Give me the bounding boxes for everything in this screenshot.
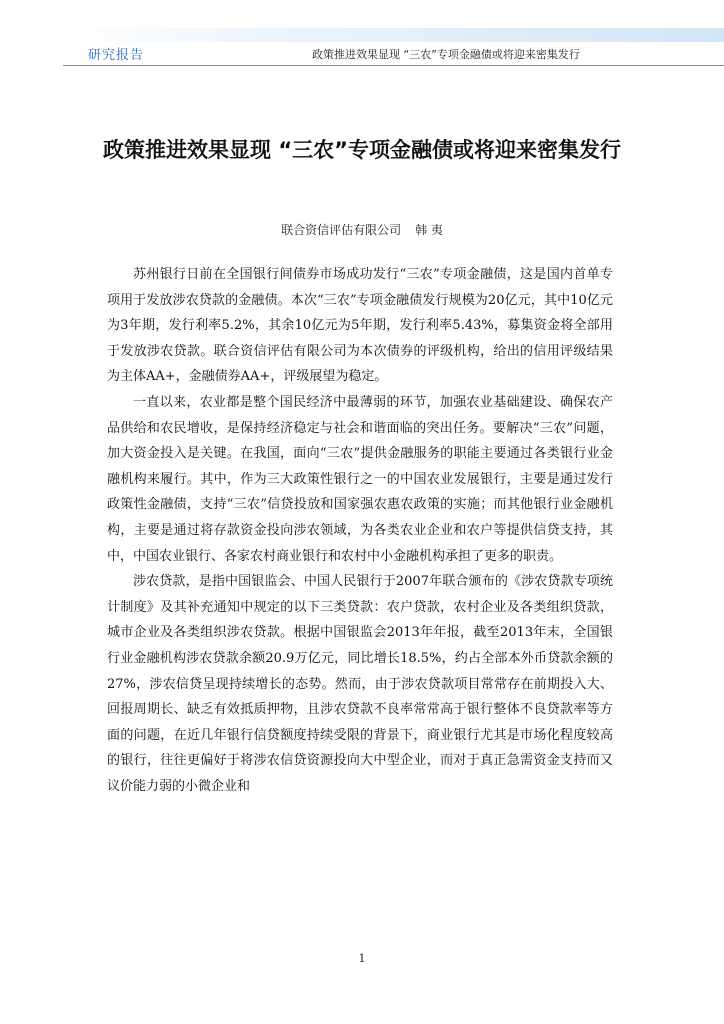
page-title: 政策推进效果显现 “三农”专项金融债或将迎来密集发行	[103, 138, 621, 162]
header-rule	[63, 65, 724, 66]
page-number: 1	[358, 952, 366, 965]
author-name: 韩 夷	[415, 223, 443, 237]
body-text	[107, 262, 613, 799]
author-line	[100, 221, 624, 238]
header-right-label: 政策推进效果显现 “三农”专项金融债或将迎来密集发行	[312, 48, 580, 61]
paragraph: 苏州银行日前在全国银行间债券市场成功发行“三农”专项金融债，这是国内首单专项用于发放涉农贷款的金融债。本次“三农”专项金融债发行规模为20亿元，其中10亿元为3年期，发行利率5.2%，其余10亿元为5年期，发行利率5.43%，募集资金将全部用于发放涉农贷款。联合资信评估有限公司为本次债券的评级机构，给出的信用评级结果为主体AA+，金融债券AA+，评级展望为稳定。	[107, 267, 613, 385]
paragraph: 涉农贷款，是指中国银监会、中国人民银行于2007年联合颁布的《涉农贷款专项统计制度》及其补充通知中规定的以下三类贷款：农户贷款，农村企业及各类组织贷款，城市企业及各类组织涉农贷款。根据中国银监会2013年年报，截至2013年末，全国银行业金融机构涉农贷款余额20.9万亿元，同比增长18.5%，约占全部本外币贷款余额的27%，涉农信贷呈现持续增长的态势。然而，由于涉农贷款项目常常存在前期投入大、回报周期长、缺乏有效抵质押物，且涉农贷款不良率常常高于银行整体不良贷款率等方面的问题，在近几年银行信贷额度持续受限的背景下，商业银行尤其是市场化程度较高的银行，往往更偏好于将涉农信贷资源投向大中型企业，而对于真正急需资金支持而又议价能力弱的小微企业和	[107, 574, 613, 794]
paragraph: 一直以来，农业都是整个国民经济中最薄弱的环节，加强农业基础建设、确保农产品供给和农民增收，是保持经济稳定与社会和谐面临的突出任务。要解决“三农”问题，加大资金投入是关键。在我国，面向“三农”提供金融服务的职能主要通过各类银行业金融机构来履行。其中，作为三大政策性银行之一的中国农业发展银行，主要是通过发行政策性金融债，支持“三农”信贷投放和国家强农惠农政策的实施；而其他银行业金融机构，主要是通过将存款资金投向涉农领域，为各类农业企业和农户等提供信贷支持，其中，中国农业银行、各家农村商业银行和农村中小金融机构承担了更多的职责。	[107, 394, 613, 564]
header-left-label: 研究报告	[88, 48, 145, 63]
author-org: 联合资信评估有限公司	[281, 223, 402, 237]
header-band	[63, 28, 724, 42]
page-header	[0, 0, 724, 70]
